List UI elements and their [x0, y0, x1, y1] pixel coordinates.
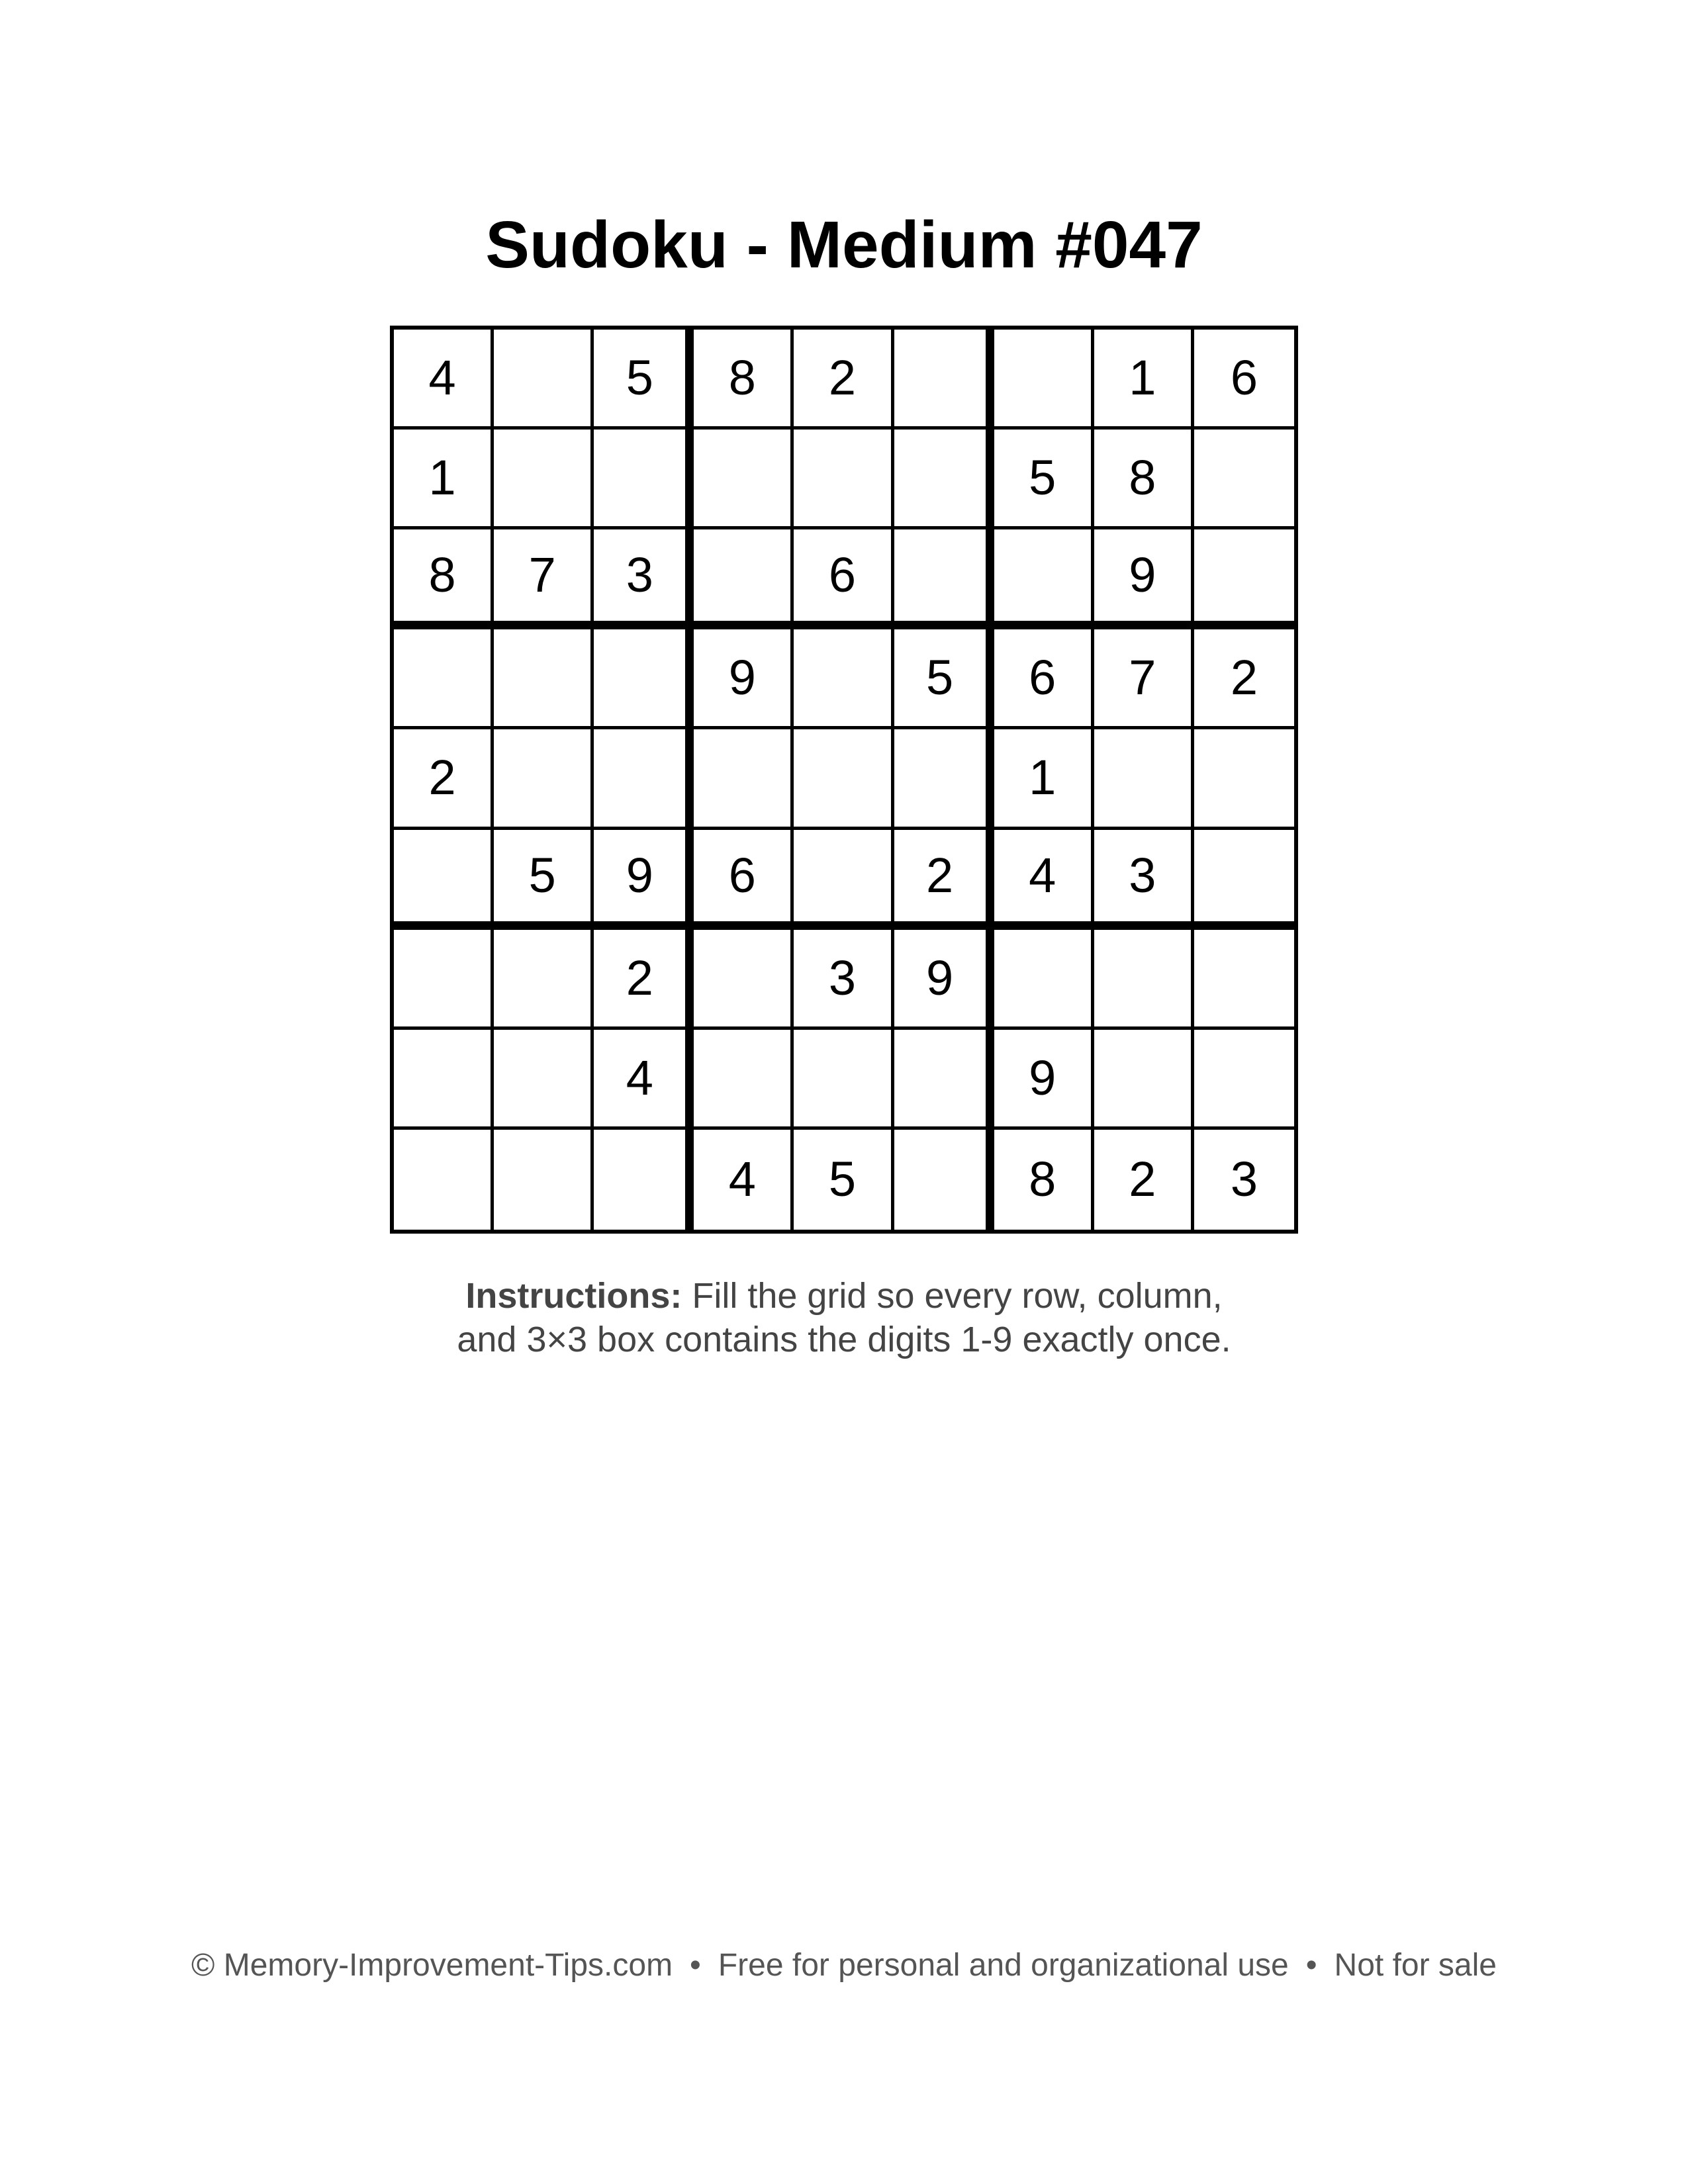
sudoku-cell[interactable]: 2	[1194, 629, 1294, 729]
footer-separator: •	[1305, 1948, 1317, 1983]
footer	[0, 1946, 1688, 1985]
sudoku-cell[interactable]	[794, 1030, 894, 1130]
sudoku-cell[interactable]: 4	[594, 1030, 694, 1130]
instructions-label: Instructions:	[465, 1276, 682, 1316]
sudoku-cell[interactable]	[494, 629, 594, 729]
sudoku-cell[interactable]: 6	[694, 830, 794, 930]
sudoku-cell[interactable]	[494, 1030, 594, 1130]
sudoku-cell[interactable]: 9	[594, 830, 694, 930]
sudoku-cell[interactable]	[1194, 430, 1294, 529]
sudoku-cell[interactable]: 9	[1094, 529, 1194, 629]
sudoku-cell[interactable]	[594, 629, 694, 729]
sudoku-cell[interactable]	[1194, 1030, 1294, 1130]
sudoku-cell[interactable]: 6	[794, 529, 894, 629]
sudoku-cell[interactable]: 2	[794, 330, 894, 430]
sudoku-cell[interactable]	[1194, 729, 1294, 829]
sudoku-cell[interactable]	[1194, 830, 1294, 930]
sudoku-cell[interactable]	[494, 729, 594, 829]
sudoku-cell[interactable]: 2	[1094, 1130, 1194, 1230]
instructions-line-1	[0, 1274, 1688, 1318]
sudoku-cell[interactable]: 5	[894, 629, 994, 729]
sudoku-cell[interactable]	[1194, 529, 1294, 629]
sudoku-cell[interactable]: 6	[1194, 330, 1294, 430]
sudoku-cell[interactable]	[394, 1030, 494, 1130]
sudoku-cell[interactable]	[894, 529, 994, 629]
sudoku-cell[interactable]: 4	[394, 330, 494, 430]
sudoku-cell[interactable]	[394, 1130, 494, 1230]
sudoku-cell[interactable]	[994, 930, 1094, 1030]
sudoku-cell[interactable]	[1094, 1030, 1194, 1130]
sudoku-cell[interactable]: 3	[1094, 830, 1194, 930]
footer-separator: •	[690, 1948, 701, 1983]
sudoku-cell[interactable]	[594, 729, 694, 829]
sudoku-cell[interactable]	[1094, 729, 1194, 829]
sudoku-cell[interactable]	[494, 1130, 594, 1230]
sudoku-cell[interactable]	[994, 529, 1094, 629]
instructions-text-2: and 3×3 box contains the digits 1-9 exactly once.	[457, 1320, 1231, 1359]
footer-sale-notice: Not for sale	[1334, 1948, 1497, 1983]
sudoku-cell[interactable]: 1	[394, 430, 494, 529]
sudoku-cell[interactable]	[494, 430, 594, 529]
sudoku-cell[interactable]: 2	[394, 729, 494, 829]
sudoku-cell[interactable]	[394, 629, 494, 729]
sudoku-cell[interactable]	[694, 430, 794, 529]
puzzle-title: Sudoku - Medium #047	[485, 208, 1203, 282]
sudoku-cell[interactable]	[694, 529, 794, 629]
sudoku-cell[interactable]: 9	[894, 930, 994, 1030]
sudoku-cell[interactable]: 9	[994, 1030, 1094, 1130]
sudoku-cell[interactable]	[494, 330, 594, 430]
sudoku-cell[interactable]	[794, 629, 894, 729]
instructions	[0, 1274, 1688, 1361]
sudoku-grid	[390, 326, 1298, 1234]
sudoku-cell[interactable]: 7	[494, 529, 594, 629]
sudoku-cell[interactable]	[794, 729, 894, 829]
sudoku-cell[interactable]	[1194, 930, 1294, 1030]
sudoku-cell[interactable]: 7	[1094, 629, 1194, 729]
sudoku-cell[interactable]	[894, 330, 994, 430]
sudoku-cell[interactable]	[694, 729, 794, 829]
sudoku-cell[interactable]: 1	[994, 729, 1094, 829]
sudoku-cell[interactable]: 8	[394, 529, 494, 629]
sudoku-cell[interactable]	[894, 729, 994, 829]
sudoku-cell[interactable]	[394, 830, 494, 930]
sudoku-cell[interactable]: 2	[594, 930, 694, 1030]
sudoku-cell[interactable]: 3	[794, 930, 894, 1030]
sudoku-cell[interactable]	[894, 430, 994, 529]
sudoku-cell[interactable]	[694, 1030, 794, 1130]
sudoku-cell[interactable]: 4	[694, 1130, 794, 1230]
instructions-text-1: Fill the grid so every row, column,	[682, 1276, 1223, 1316]
sudoku-cell[interactable]: 1	[1094, 330, 1194, 430]
sudoku-cell[interactable]	[994, 330, 1094, 430]
sudoku-cell[interactable]: 5	[494, 830, 594, 930]
footer-usage: Free for personal and organizational use	[718, 1948, 1289, 1983]
sudoku-cell[interactable]: 5	[594, 330, 694, 430]
sudoku-cell[interactable]	[794, 430, 894, 529]
sudoku-cell[interactable]	[1094, 930, 1194, 1030]
sudoku-cell[interactable]: 5	[794, 1130, 894, 1230]
sudoku-cell[interactable]: 9	[694, 629, 794, 729]
sudoku-cell[interactable]	[594, 1130, 694, 1230]
sudoku-cell[interactable]: 6	[994, 629, 1094, 729]
sudoku-cell[interactable]: 3	[1230, 1152, 1258, 1207]
sudoku-cell[interactable]: 4	[994, 830, 1094, 930]
sudoku-cell[interactable]	[694, 930, 794, 1030]
sudoku-cell[interactable]: 3	[594, 529, 694, 629]
footer-copyright: © Memory-Improvement-Tips.com	[191, 1948, 673, 1983]
sudoku-cell[interactable]	[894, 1030, 994, 1130]
sudoku-cell[interactable]: 8	[994, 1130, 1094, 1230]
sudoku-cell[interactable]	[394, 930, 494, 1030]
sudoku-cell[interactable]: 2	[894, 830, 994, 930]
sudoku-cell[interactable]	[594, 430, 694, 529]
sudoku-cell[interactable]	[894, 1130, 994, 1230]
sudoku-cell[interactable]: 8	[1094, 430, 1194, 529]
sudoku-cell[interactable]	[494, 930, 594, 1030]
sudoku-cell[interactable]: 5	[994, 430, 1094, 529]
sudoku-cell[interactable]	[794, 830, 894, 930]
sudoku-cell[interactable]: 8	[694, 330, 794, 430]
